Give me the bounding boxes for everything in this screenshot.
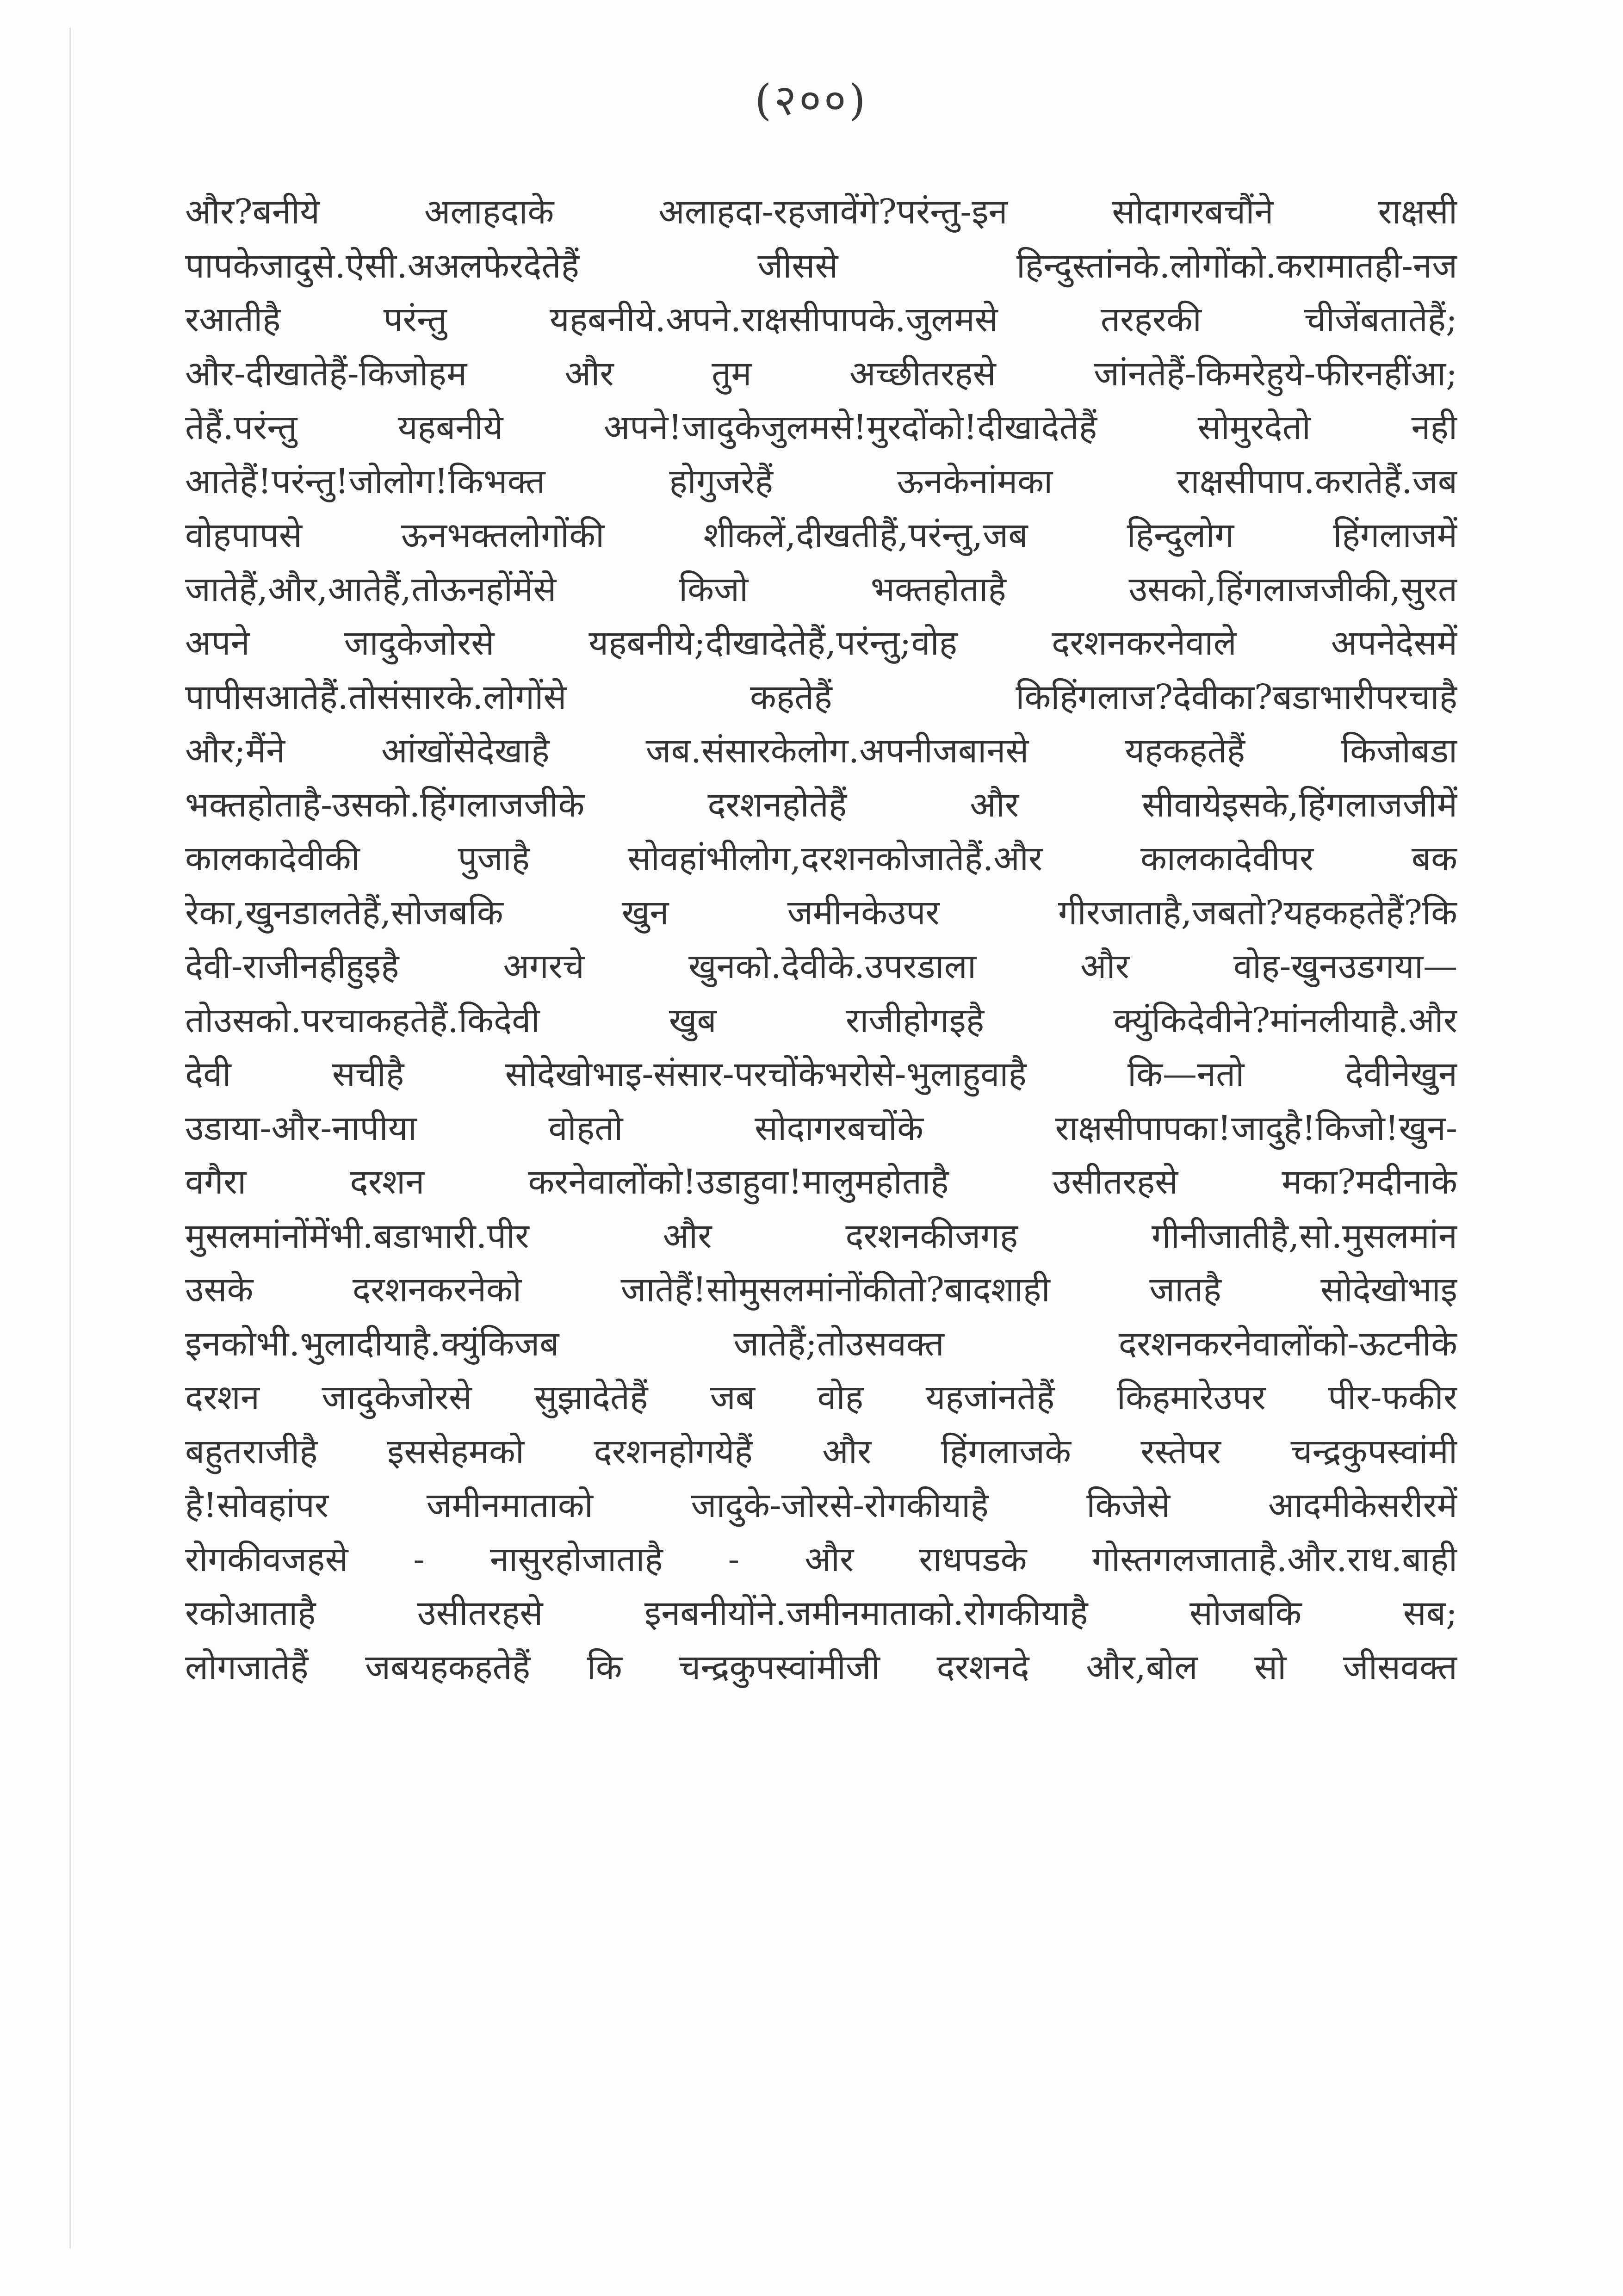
text-line: भक्तहोताहै-उसको.हिंगलाजजीके दरशनहोतेहैं और सीवायेइसके,हिंगलाजजीमें <box>185 785 1457 825</box>
text-line: बहुतराजीहै इससेहमको दरशनहोगयेहैं और हिंगलाजके रस्तेपर चन्द्रकुपस्वांमी <box>185 1431 1457 1472</box>
text-line: पापकेजादुसे.ऐसी.अअलफेरदेतेहैं जीससे हिन्दुस्तांनके.लोगोंको.करामातही-नज <box>185 246 1457 286</box>
text-line: रेका,खुनडालतेहैं,सोजबकि खुन जमीनकेउपर गीरजाताहै,जबतो?यहकहतेहैं?कि <box>185 892 1457 933</box>
text-line: जातेहैं,और,आतेहैं,तोऊनहोंमेंसे किजो भक्तहोताहै उसको,हिंगलाजजीकी,सुरत <box>185 569 1457 609</box>
text-line: देवी-राजीनहीहुइहै अगरचे खुनको.देवीके.उपरडाला और वोह-खुनउडगया— <box>185 947 1457 986</box>
text-line: उडाया-और-नापीया वोहतो सोदागरबचोंके राक्षसीपापका!जादुहै!किजो!खुन- <box>185 1108 1457 1148</box>
text-line: रोगकीवजहसे - नासुरहोजाताहै - और राधपडके गोस्तगलजाताहै.और.राध.बाही <box>185 1539 1457 1579</box>
text-line: है!सोवहांपर जमीनमाताको जादुके-जोरसे-रोगकीयाहै किजेसे आदमीकेसरीरमें <box>185 1485 1457 1525</box>
page-number: (२००) <box>755 75 868 125</box>
text-line: रकोआताहै उसीतरहसे इनबनीयोंने.जमीनमाताको.रोगकीयाहै सोजबकि सब; <box>185 1593 1457 1633</box>
text-line: और;मैंने आंखोंसेदेखाहै जब.संसारकेलोग.अपनीजबानसे यहकहतेहैं किजोबडा <box>185 731 1457 771</box>
text-line: उसके दरशनकरनेको जातेहैं!सोमुसलमांनोंकीतो?बादशाही जातहै सोदेखोभाइ <box>185 1270 1457 1310</box>
text-line: तोउसको.परचाकहतेहैं.किदेवी खुब राजीहोगइहै क्युंकिदेवीने?मांनलीयाहै.और <box>185 1000 1457 1040</box>
text-line: मुसलमांनोंमेंभी.बडाभारी.पीर और दरशनकीजगह गीनीजातीहै,सो.मुसलमांन <box>185 1216 1457 1256</box>
text-line: पापीसआतेहैं.तोसंसारके.लोगोंसे कहतेहैं किहिंगलाज?देवीका?बडाभारीपरचाहै <box>185 677 1457 717</box>
text-line: अपने जादुकेजोरसे यहबनीये;दीखादेतेहैं,परंन्तु;वोह दरशनकरनेवाले अपनेदेसमें <box>185 623 1457 663</box>
text-line: वगैरा दरशन करनेवालोंको!उडाहुवा!मालुमहोताहै उसीतरहसे मका?मदीनाके <box>185 1162 1457 1202</box>
text-line: दरशन जादुकेजोरसे सुझादेतेहैं जब वोह यहजांनतेहैं किहमारेउपर पीर-फकीर <box>185 1378 1457 1417</box>
body-text <box>185 185 1457 1694</box>
text-line: तेहैं.परंन्तु यहबनीये अपने!जादुकेजुलमसे!मुरदोंको!दीखादेतेहैं सोमुरदेतो नही <box>185 408 1457 447</box>
text-line: लोगजातेहैं जबयहकहतेहैं कि चन्द्रकुपस्वांमीजी दरशनदे और,बोल सो जीसवक्त <box>185 1647 1457 1687</box>
text-line: वोहपापसे ऊनभक्तलोगोंकी शीकलें,दीखतीहैं,परंन्तु,जब हिन्दुलोग हिंगलाजमें <box>185 515 1457 555</box>
text-line: देवी सचीहै सोदेखोभाइ-संसार-परचोंकेभरोसे-भुलाहुवाहै कि—नतो देवीनेखुन <box>185 1054 1457 1094</box>
text-line: और-दीखातेहैं-किजोहम और तुम अच्छीतरहसे जांनतेहैं-किमरेहुये-फीरनहींआ; <box>185 353 1457 394</box>
text-line: इनकोभी.भुलादीयाहै.क्युंकिजब जातेहैं;तोउसवक्त दरशनकरनेवालोंको-ऊटनीके <box>185 1324 1457 1364</box>
text-line: और?बनीये अलाहदाके अलाहदा-रहजावेंगे?परंन्तु-इन सोदागरबचौंने राक्षसी <box>185 192 1457 232</box>
left-margin-line <box>69 28 71 2248</box>
text-line: कालकादेवीकी पुजाहै सोवहांभीलोग,दरशनकोजातेहैं.और कालकादेवीपर बक <box>185 839 1457 879</box>
text-line: रआतीहै परंन्तु यहबनीये.अपने.राक्षसीपापके.जुलमसे तरहरकी चीजेंबतातेहैं; <box>185 300 1457 340</box>
text-line: आतेहैं!परंन्तु!जोलोग!किभक्त होगुजरेहैं ऊनकेनांमका राक्षसीपाप.करातेहैं.जब <box>185 461 1457 501</box>
